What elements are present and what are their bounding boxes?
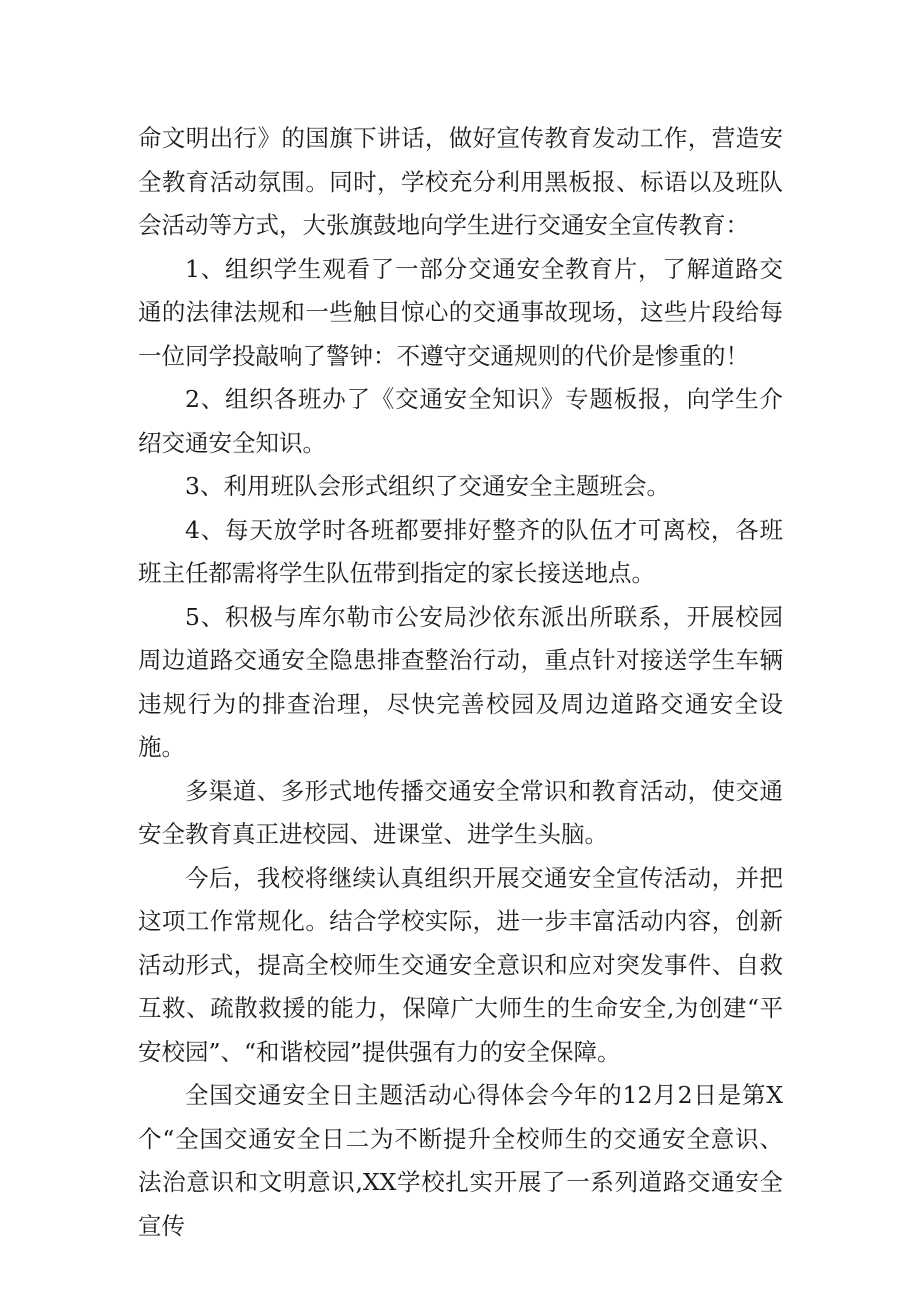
paragraph-item-3: 3、利用班队会形式组织了交通安全主题班会。 — [185, 472, 670, 500]
paragraph-item-4: 4、每天放学时各班都要排好整齐的队伍才可离校，各班班主任都需将学生队伍带到指定的家长接送地点。 — [138, 515, 783, 587]
paragraph-summary: 多渠道、多形式地传播交通安全常识和教育活动，使交通安全教育真正进校园、进课堂、进学生头脑。 — [138, 776, 783, 848]
paragraph-item-5: 5、积极与库尔勒市公安局沙依东派出所联系，开展校园周边道路交通安全隐患排查整治行动，重点针对接送学生车辆违规行为的排查治理，尽快完善校园及周边道路交通安全设施。 — [138, 602, 783, 761]
paragraph-item-2: 2、组织各班办了《交通安全知识》专题板报，向学生介绍交通安全知识。 — [138, 385, 783, 457]
paragraph-new-section: 全国交通安全日主题活动心得体会今年的12月2日是第X个“全国交通安全日二为不断提升全校师生的交通安全意识、法治意识和文明意识,XX学校扎实开展了一系列道路交通安全宣传 — [138, 1081, 783, 1240]
paragraph-item-1: 1、组织学生观看了一部分交通安全教育片，了解道路交通的法律法规和一些触目惊心的交通事故现场，这些片段给每一位同学投敲响了警钟：不遵守交通规则的代价是惨重的！ — [138, 254, 783, 370]
paragraph-future-plans: 今后，我校将继续认真组织开展交通安全宣传活动，并把这项工作常规化。结合学校实际，进一步丰富活动内容，创新活动形式，提高全校师生交通安全意识和应对突发事件、自救互救、疏散救援的能力，保障广大师生的生命安全,为创建“平安校园”、“和谐校园”提供强有力的安全保障。 — [138, 863, 783, 1066]
paragraph-intro-continued: 命文明出行》的国旗下讲话，做好宣传教育发动工作，营造安全教育活动氛围。同时，学校充分利用黑板报、标语以及班队会活动等方式，大张旗鼓地向学生进行交通安全宣传教育： — [138, 124, 783, 239]
document-body — [138, 117, 783, 1248]
